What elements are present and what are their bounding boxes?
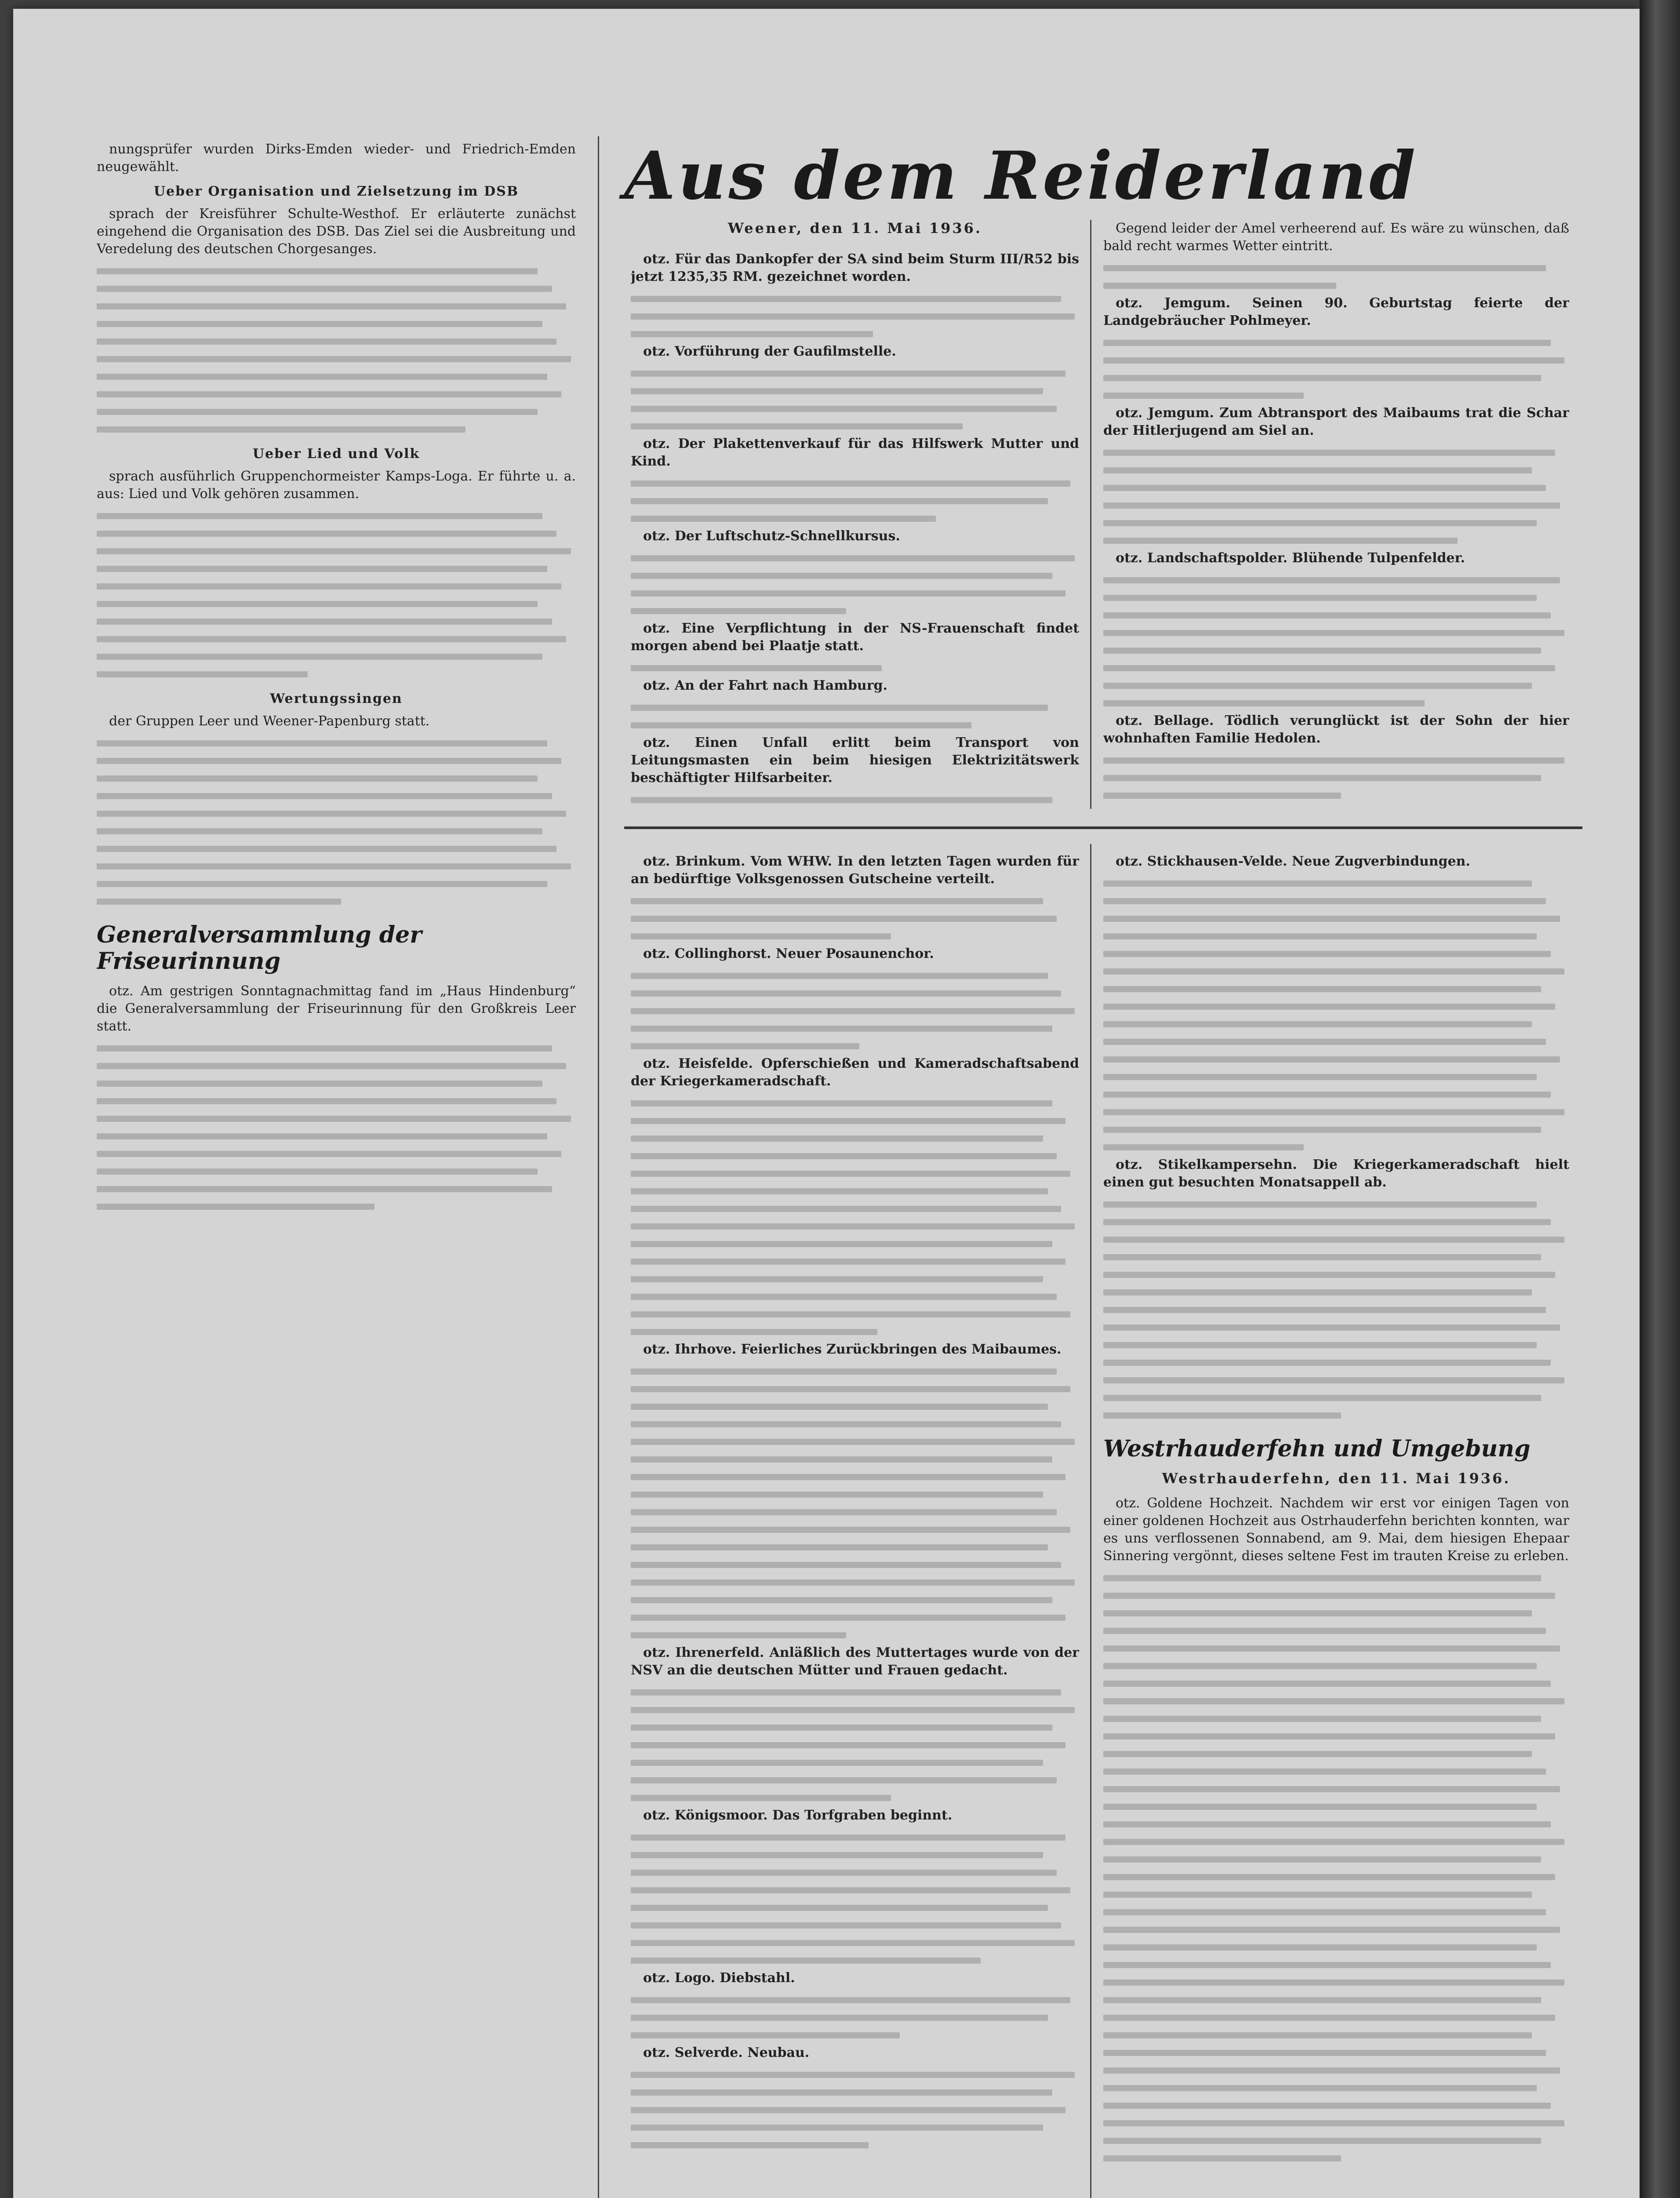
- text-line: [97, 822, 576, 840]
- text-line: [97, 840, 576, 858]
- text-line: [97, 1057, 576, 1075]
- text-line: [631, 1200, 1079, 1218]
- text-line: [1103, 1284, 1569, 1301]
- text-line: [1103, 1974, 1569, 1991]
- news-item: otz. Der Plakettenverkauf für das Hilfswerk Mutter und Kind.: [631, 436, 1079, 469]
- text-line: [1103, 1903, 1569, 1921]
- text-line: [631, 1899, 1079, 1917]
- text-line: [1103, 677, 1569, 695]
- text-line: [97, 1092, 576, 1110]
- text-line: [631, 1235, 1079, 1253]
- intro-paragraph: nungsprüfer wurden Dirks-Emden wieder- und Friedrich-Emden neugewählt.: [97, 142, 576, 175]
- article-headline: Generalversammlung der Friseurinnung: [97, 921, 422, 975]
- text-line: [1103, 497, 1569, 514]
- article-text-block: [97, 1040, 576, 1215]
- text-line: [1103, 1728, 1569, 1745]
- text-line: [1103, 1692, 1569, 1710]
- text-line: [1103, 1372, 1569, 1389]
- news-item: otz. Logo. Diebstahl.: [643, 1970, 795, 1986]
- text-line: [1103, 532, 1569, 550]
- text-line: [97, 315, 576, 333]
- article-text-block: [631, 475, 1079, 528]
- article-paragraph: der Gruppen Leer und Weener-Papenburg statt.: [109, 713, 430, 729]
- text-line: [1103, 369, 1569, 387]
- text-line: [1103, 1301, 1569, 1319]
- text-line: [631, 1363, 1079, 1380]
- text-line: [631, 699, 1079, 717]
- text-line: [97, 805, 576, 822]
- text-line: [1103, 1121, 1569, 1139]
- text-line: [1103, 571, 1569, 589]
- text-line: [631, 892, 1079, 910]
- text-line: [631, 659, 1079, 677]
- text-line: [631, 1829, 1079, 1846]
- text-line: [1103, 1086, 1569, 1103]
- text-line: [631, 1288, 1079, 1306]
- text-line: [1103, 2132, 1569, 2150]
- district-news-column: [631, 853, 1079, 2198]
- text-line: [97, 403, 576, 421]
- news-item: otz. Stickhausen-Velde. Neue Zugverbindungen.: [1116, 854, 1470, 869]
- article-text-block: [1103, 1196, 1569, 1424]
- text-line: [631, 1020, 1079, 1037]
- article-paragraph: otz. Goldene Hochzeit. Nachdem wir erst vor einigen Tagen von einer goldenen Hochzeit aus Ostrhauderfehn berichten konnten, war es uns verflossenen Sonnabend, am 9. Mai, dem hiesigen Ehepaar Sinnering vergönnt, dieses seltene Fest im trauten Kreise zu erleben.: [1103, 1496, 1569, 1564]
- text-line: [1103, 659, 1569, 677]
- text-line: [1103, 1816, 1569, 1833]
- article-text-block: [1103, 1569, 1569, 2167]
- reiderland-column-1: [631, 251, 1079, 809]
- text-line: [1103, 1266, 1569, 1284]
- text-line: [631, 1521, 1079, 1539]
- text-line: [1103, 1745, 1569, 1763]
- news-item: otz. Collinghorst. Neuer Posaunenchor.: [643, 946, 934, 961]
- text-line: [1103, 1068, 1569, 1086]
- text-line: [631, 308, 1079, 325]
- text-line: [631, 1556, 1079, 1574]
- text-line: [1103, 1389, 1569, 1407]
- text-line: [631, 1468, 1079, 1486]
- news-item: otz. An der Fahrt nach Hamburg.: [643, 678, 887, 693]
- text-line: [631, 1684, 1079, 1701]
- text-line: [631, 1130, 1079, 1147]
- news-item: otz. Jemgum. Zum Abtransport des Maibaums trat die Schar der Hitlerjugend am Siel an.: [1103, 405, 1569, 438]
- text-line: [1103, 945, 1569, 963]
- text-line: [97, 770, 576, 787]
- text-line: [97, 1198, 576, 1215]
- book-spine: [1640, 0, 1680, 2198]
- text-line: [97, 1040, 576, 1057]
- text-line: [631, 1451, 1079, 1468]
- news-item: Gegend leider der Amel verheerend auf. Es wäre zu wünschen, daß bald recht warmes Wetter eintritt.: [1103, 221, 1569, 254]
- text-line: [631, 928, 1079, 945]
- left-column: [97, 141, 576, 2198]
- article-text-block: [631, 1991, 1079, 2044]
- text-line: [1103, 2079, 1569, 2097]
- text-line: [1103, 624, 1569, 642]
- text-line: [631, 1002, 1079, 1020]
- text-line: [631, 1574, 1079, 1591]
- text-line: [631, 510, 1079, 528]
- text-line: [97, 280, 576, 298]
- text-line: [631, 1380, 1079, 1398]
- text-line: [1103, 892, 1569, 910]
- news-item: otz. Der Luftschutz-Schnellkursus.: [643, 528, 900, 544]
- text-line: [97, 386, 576, 403]
- text-line: [97, 735, 576, 752]
- text-line: [1103, 1991, 1569, 2009]
- column-divider: [1090, 844, 1091, 2198]
- article-text-block: [1103, 334, 1569, 404]
- news-item: otz. Heisfelde. Opferschießen und Kameradschaftsabend der Kriegerkameradschaft.: [631, 1056, 1079, 1089]
- text-line: [97, 262, 576, 280]
- dateline: Weener, den 11. Mai 1936.: [727, 220, 982, 237]
- text-line: [631, 1183, 1079, 1200]
- text-line: [1103, 1569, 1569, 1587]
- news-item: otz. Ihrhove. Feierliches Zurückbringen des Maibaumes.: [643, 1342, 1062, 1357]
- text-line: [1103, 514, 1569, 532]
- text-line: [1103, 2027, 1569, 2044]
- text-line: [631, 1881, 1079, 1899]
- text-line: [631, 290, 1079, 308]
- news-item: otz. Selverde. Neubau.: [643, 2045, 810, 2060]
- text-line: [631, 1433, 1079, 1451]
- text-line: [631, 492, 1079, 510]
- article-text-block: [631, 1684, 1079, 1807]
- text-line: [1103, 1851, 1569, 1868]
- text-line: [1103, 462, 1569, 479]
- text-line: [631, 1934, 1079, 1952]
- text-line: [631, 791, 1079, 809]
- text-line: [631, 475, 1079, 492]
- news-item: otz. Einen Unfall erlitt beim Transport von Leitungsmasten ein beim hiesigen Elektrizitätswerk beschäftigter Hilfsarbeiter.: [631, 735, 1079, 786]
- text-line: [1103, 875, 1569, 892]
- text-line: [631, 1486, 1079, 1503]
- text-line: [631, 1591, 1079, 1609]
- text-line: [97, 1145, 576, 1163]
- text-line: [1103, 1605, 1569, 1622]
- text-line: [631, 1952, 1079, 1969]
- text-line: [631, 985, 1079, 1002]
- article-text-block: [97, 507, 576, 683]
- text-line: [97, 858, 576, 875]
- text-line: [1103, 1657, 1569, 1675]
- article-text-block: [631, 550, 1079, 620]
- text-line: [631, 365, 1079, 382]
- article-text-block: [631, 290, 1079, 343]
- article-text-block: [631, 892, 1079, 945]
- text-line: [1103, 277, 1569, 295]
- text-line: [97, 648, 576, 666]
- text-line: [1103, 1622, 1569, 1640]
- text-line: [1103, 1103, 1569, 1121]
- text-line: [631, 2009, 1079, 2027]
- section-heading: Wertungssingen: [270, 691, 403, 706]
- text-line: [1103, 1051, 1569, 1068]
- text-line: [631, 1323, 1079, 1341]
- text-line: [631, 325, 1079, 343]
- text-line: [97, 507, 576, 525]
- text-line: [631, 1165, 1079, 1183]
- article-text-block: [631, 1829, 1079, 1969]
- text-line: [1103, 1868, 1569, 1886]
- text-line: [631, 1539, 1079, 1556]
- text-line: [1103, 1780, 1569, 1798]
- text-line: [97, 613, 576, 630]
- article-text-block: [631, 659, 1079, 677]
- article-text-block: [1103, 875, 1569, 1156]
- text-line: [631, 1306, 1079, 1323]
- text-line: [1103, 1798, 1569, 1816]
- text-line: [1103, 642, 1569, 659]
- text-line: [1103, 2114, 1569, 2132]
- text-line: [631, 1503, 1079, 1521]
- text-line: [631, 1719, 1079, 1736]
- text-line: [97, 578, 576, 595]
- text-line: [1103, 387, 1569, 404]
- text-line: [631, 1789, 1079, 1807]
- text-line: [1103, 444, 1569, 462]
- text-line: [631, 1846, 1079, 1864]
- text-line: [1103, 1354, 1569, 1372]
- article-text-block: [1103, 444, 1569, 550]
- text-line: [97, 368, 576, 386]
- article-text-block: [631, 791, 1079, 809]
- text-line: [1103, 1033, 1569, 1051]
- text-line: [1103, 2062, 1569, 2079]
- text-line: [1103, 589, 1569, 607]
- text-line: [1103, 695, 1569, 712]
- text-line: [631, 1917, 1079, 1934]
- text-line: [1103, 1921, 1569, 1939]
- text-line: [1103, 1763, 1569, 1780]
- dateline: Westrhauderfehn, den 11. Mai 1936.: [1162, 1470, 1511, 1487]
- text-line: [97, 333, 576, 350]
- news-item: otz. Brinkum. Vom WHW. In den letzten Tagen wurden für an bedürftige Volksgenossen Gutscheine verteilt.: [631, 854, 1079, 887]
- text-line: [631, 1772, 1079, 1789]
- news-item: otz. Für das Dankopfer der SA sind beim Sturm III/R52 bis jetzt 1235,35 RM. gezeichnet worden.: [631, 251, 1079, 284]
- text-line: [1103, 1640, 1569, 1657]
- article-text-block: [631, 967, 1079, 1055]
- text-line: [631, 400, 1079, 418]
- text-line: [97, 787, 576, 805]
- section-divider: [624, 826, 1582, 829]
- newspaper-page: [13, 9, 1640, 2198]
- article-text-block: [1103, 259, 1569, 295]
- text-line: [1103, 980, 1569, 998]
- news-item: otz. Ihrenerfeld. Anläßlich des Muttertages wurde von der NSV an die deutschen Mütter und Frauen gedacht.: [631, 1645, 1079, 1678]
- text-line: [97, 630, 576, 648]
- text-line: [1103, 334, 1569, 352]
- text-line: [631, 1147, 1079, 1165]
- text-line: [97, 421, 576, 438]
- text-line: [1103, 1231, 1569, 1248]
- column-divider: [598, 136, 599, 2198]
- text-line: [1103, 607, 1569, 624]
- text-line: [1103, 1675, 1569, 1692]
- text-line: [1103, 928, 1569, 945]
- news-item: otz. Stikelkampersehn. Die Kriegerkameradschaft hielt einen gut besuchten Monatsappell ab.: [1103, 1157, 1569, 1190]
- text-line: [1103, 998, 1569, 1015]
- text-line: [1103, 259, 1569, 277]
- text-line: [1103, 1336, 1569, 1354]
- text-line: [1103, 769, 1569, 787]
- text-line: [1103, 1319, 1569, 1336]
- text-line: [631, 418, 1079, 435]
- column-divider: [1090, 220, 1091, 809]
- text-line: [631, 1218, 1079, 1235]
- article-text-block: [631, 1363, 1079, 1644]
- text-line: [1103, 752, 1569, 769]
- text-line: [97, 560, 576, 578]
- text-line: [631, 1609, 1079, 1627]
- text-line: [1103, 352, 1569, 369]
- text-line: [1103, 1015, 1569, 1033]
- text-line: [1103, 1248, 1569, 1266]
- text-line: [1103, 1196, 1569, 1213]
- text-line: [97, 1128, 576, 1145]
- article-paragraph: sprach der Kreisführer Schulte-Westhof. Er erläuterte zunächst eingehend die Organisation des DSB. Das Ziel sei die Ausbreitung und Veredelung des deutschen Chorgesanges.: [97, 206, 576, 257]
- text-line: [1103, 479, 1569, 497]
- text-line: [1103, 2150, 1569, 2167]
- text-line: [1103, 1833, 1569, 1851]
- text-line: [1103, 910, 1569, 928]
- text-line: [1103, 963, 1569, 980]
- article-text-block: [631, 699, 1079, 734]
- text-line: [631, 910, 1079, 928]
- text-line: [631, 567, 1079, 585]
- text-line: [1103, 1407, 1569, 1424]
- article-text-block: [97, 735, 576, 910]
- text-line: [1103, 787, 1569, 804]
- text-line: [97, 666, 576, 683]
- text-line: [631, 1416, 1079, 1433]
- text-line: [1103, 1213, 1569, 1231]
- text-line: [97, 350, 576, 368]
- text-line: [97, 1180, 576, 1198]
- article-text-block: [97, 262, 576, 438]
- text-line: [631, 2027, 1079, 2044]
- text-line: [97, 542, 576, 560]
- news-item: otz. Landschaftspolder. Blühende Tulpenfelder.: [1116, 550, 1465, 566]
- text-line: [631, 1037, 1079, 1055]
- news-item: otz. Bellage. Tödlich verunglückt ist der Sohn der hier wohnhaften Familie Hedolen.: [1103, 713, 1569, 746]
- text-line: [1103, 1710, 1569, 1728]
- article-text-block: [1103, 571, 1569, 712]
- text-line: [631, 1095, 1079, 1112]
- text-line: [97, 298, 576, 315]
- text-line: [631, 1398, 1079, 1416]
- text-line: [97, 893, 576, 910]
- text-line: [631, 2066, 1079, 2084]
- text-line: [1103, 1956, 1569, 1974]
- text-line: [97, 875, 576, 893]
- section-masthead: Aus dem Reiderland: [624, 137, 1418, 215]
- news-item: otz. Vorführung der Gaufilmstelle.: [643, 344, 896, 359]
- text-line: [631, 2101, 1079, 2119]
- text-line: [631, 1112, 1079, 1130]
- text-line: [631, 550, 1079, 567]
- text-line: [631, 1627, 1079, 1644]
- text-line: [631, 2119, 1079, 2136]
- text-line: [97, 525, 576, 542]
- text-line: [1103, 2009, 1569, 2027]
- text-line: [1103, 2097, 1569, 2114]
- text-line: [631, 2084, 1079, 2101]
- text-line: [97, 595, 576, 613]
- text-line: [631, 967, 1079, 985]
- article-text-block: [631, 2066, 1079, 2154]
- text-line: [631, 2136, 1079, 2154]
- article-paragraph: sprach ausführlich Gruppenchormeister Kamps-Loga. Er führte u. a. aus: Lied und Volk gehören zusammen.: [97, 469, 576, 502]
- text-line: [97, 1075, 576, 1092]
- text-line: [1103, 1587, 1569, 1605]
- text-line: [631, 1864, 1079, 1881]
- article-headline: Westrhauderfehn und Umgebung: [1103, 1435, 1531, 1462]
- text-line: [97, 1110, 576, 1128]
- text-line: [631, 585, 1079, 602]
- text-line: [631, 1701, 1079, 1719]
- text-line: [631, 1270, 1079, 1288]
- text-line: [631, 1991, 1079, 2009]
- news-item: otz. Eine Verpflichtung in der NS-Frauenschaft findet morgen abend bei Plaatje statt.: [631, 621, 1079, 654]
- reiderland-column-2: [1103, 220, 1569, 809]
- news-item: otz. Königsmoor. Das Torfgraben beginnt.: [643, 1808, 953, 1823]
- article-text-block: [631, 365, 1079, 435]
- dateline-box: [631, 220, 1079, 246]
- district-news-column-2: [1103, 853, 1569, 2198]
- text-line: [631, 717, 1079, 734]
- section-heading: Ueber Organisation und Zielsetzung im DSB: [153, 184, 519, 199]
- text-line: [631, 1253, 1079, 1270]
- text-line: [1103, 2044, 1569, 2062]
- news-item: otz. Jemgum. Seinen 90. Geburtstag feierte der Landgebräucher Pohlmeyer.: [1103, 295, 1569, 328]
- text-line: [631, 602, 1079, 620]
- text-line: [631, 1754, 1079, 1772]
- article-text-block: [631, 1095, 1079, 1341]
- text-line: [97, 752, 576, 770]
- section-heading: Ueber Lied und Volk: [252, 446, 420, 462]
- text-line: [97, 1163, 576, 1180]
- text-line: [1103, 1139, 1569, 1156]
- article-paragraph: otz. Am gestrigen Sonntagnachmittag fand im „Haus Hindenburg“ die Generalversammlung der Friseurinnung für den Großkreis Leer statt.: [97, 983, 576, 1034]
- text-line: [1103, 1886, 1569, 1903]
- text-line: [631, 382, 1079, 400]
- text-line: [631, 1736, 1079, 1754]
- text-line: [1103, 1939, 1569, 1956]
- article-text-block: [1103, 752, 1569, 804]
